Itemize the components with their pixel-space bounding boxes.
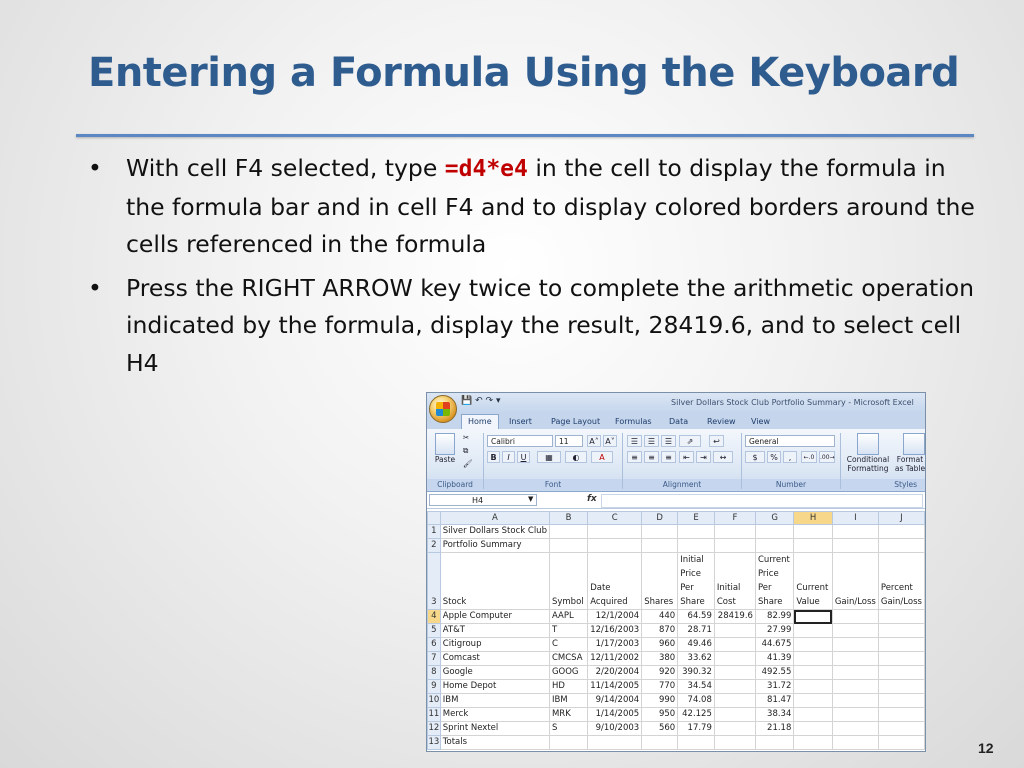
select-all-corner[interactable] <box>428 512 441 525</box>
cell[interactable]: 34.54 <box>678 680 715 694</box>
cell[interactable]: 64.59 <box>678 610 715 624</box>
group-label-alignment: Alignment <box>623 479 741 490</box>
table-row <box>428 553 925 610</box>
cell[interactable] <box>832 666 878 680</box>
cell[interactable]: T <box>549 624 587 638</box>
cell[interactable] <box>794 638 832 652</box>
column-header[interactable]: C <box>588 512 642 525</box>
cell[interactable] <box>794 694 832 708</box>
page-number: 12 <box>978 740 994 756</box>
tab-insert[interactable]: Insert <box>509 417 532 426</box>
cell[interactable]: HD <box>549 680 587 694</box>
tab-formulas[interactable]: Formulas <box>615 417 652 426</box>
cell[interactable]: 380 <box>642 652 678 666</box>
customize-qat-icon[interactable]: ▾ <box>495 396 501 406</box>
cell[interactable] <box>678 736 715 750</box>
title-divider <box>76 134 974 137</box>
slide-title: Entering a Formula Using the Keyboard <box>88 50 960 96</box>
table-row <box>428 666 925 680</box>
cell[interactable] <box>878 624 924 638</box>
cell[interactable] <box>642 525 678 539</box>
align-right-icon[interactable]: ≡ <box>661 451 676 463</box>
row-header[interactable]: 11 <box>428 708 441 722</box>
cell[interactable] <box>794 539 832 553</box>
row-header[interactable]: 2 <box>428 539 441 553</box>
cell[interactable]: Home Depot <box>440 680 549 694</box>
tab-data[interactable]: Data <box>669 417 689 426</box>
font-name-box[interactable]: Calibri <box>487 435 553 447</box>
align-middle-icon[interactable]: ☰ <box>644 435 659 447</box>
align-left-icon[interactable]: ≡ <box>627 451 642 463</box>
cell[interactable] <box>878 722 924 736</box>
window-title: Silver Dollars Stock Club Portfolio Summary - Microsoft Excel <box>671 398 914 407</box>
name-box[interactable]: H4 <box>429 494 537 506</box>
cell[interactable] <box>714 666 755 680</box>
underline-button[interactable]: U <box>517 451 530 463</box>
column-header[interactable]: B <box>549 512 587 525</box>
group-label-styles: Styles <box>841 479 925 490</box>
cell[interactable] <box>755 736 793 750</box>
cell[interactable]: IBM <box>549 694 587 708</box>
align-top-icon[interactable]: ☰ <box>627 435 642 447</box>
cell[interactable] <box>878 652 924 666</box>
column-header[interactable]: D <box>642 512 678 525</box>
bullet-list <box>88 150 976 388</box>
row-header[interactable]: 4 <box>428 610 441 624</box>
row-header[interactable]: 10 <box>428 694 441 708</box>
quick-access-toolbar[interactable] <box>461 396 500 406</box>
cell[interactable]: Shares <box>642 553 678 610</box>
cell[interactable] <box>714 624 755 638</box>
column-header[interactable]: F <box>714 512 755 525</box>
cell[interactable] <box>588 736 642 750</box>
cell[interactable] <box>755 525 793 539</box>
cell[interactable]: 82.99 <box>755 610 793 624</box>
cell[interactable]: Totals <box>440 736 549 750</box>
group-label-number: Number <box>742 479 840 490</box>
number-format-box[interactable]: General <box>745 435 835 447</box>
cell[interactable] <box>714 736 755 750</box>
cell[interactable]: 12/16/2003 <box>588 624 642 638</box>
worksheet-grid <box>427 511 925 750</box>
cell[interactable] <box>878 736 924 750</box>
cell[interactable]: 74.08 <box>678 694 715 708</box>
group-label-font: Font <box>484 479 622 490</box>
cell[interactable] <box>714 694 755 708</box>
cell[interactable] <box>832 610 878 624</box>
column-header[interactable]: G <box>755 512 793 525</box>
format-as-table-label[interactable]: Format as Table <box>894 455 926 473</box>
formula-code: =d4*e4 <box>444 156 528 182</box>
cell[interactable]: Percent Gain/Loss <box>878 553 924 610</box>
office-button[interactable] <box>429 395 457 423</box>
cell[interactable] <box>794 610 832 624</box>
cell[interactable] <box>832 694 878 708</box>
table-row <box>428 708 925 722</box>
cell[interactable]: Citigroup <box>440 638 549 652</box>
cell[interactable] <box>794 666 832 680</box>
bullet-item <box>88 150 976 264</box>
increase-decimal-icon[interactable]: ←.0 <box>801 451 817 463</box>
row-header[interactable]: 12 <box>428 722 441 736</box>
tab-review[interactable]: Review <box>707 417 736 426</box>
cell[interactable] <box>642 736 678 750</box>
align-center-icon[interactable]: ≡ <box>644 451 659 463</box>
row-header[interactable]: 6 <box>428 638 441 652</box>
align-bottom-icon[interactable]: ☰ <box>661 435 676 447</box>
cell[interactable] <box>878 680 924 694</box>
cell[interactable]: Initial Price Per Share <box>678 553 715 610</box>
table-row <box>428 539 925 553</box>
cell[interactable]: 12/1/2004 <box>588 610 642 624</box>
cell[interactable]: Current Value <box>794 553 832 610</box>
bullet-item <box>88 270 976 383</box>
cell[interactable] <box>714 722 755 736</box>
bold-button[interactable]: B <box>487 451 500 463</box>
cell[interactable]: Apple Computer <box>440 610 549 624</box>
cell[interactable] <box>832 638 878 652</box>
cell[interactable]: 81.47 <box>755 694 793 708</box>
excel-title-bar <box>427 393 925 413</box>
row-header[interactable]: 8 <box>428 666 441 680</box>
cell[interactable]: 49.46 <box>678 638 715 652</box>
cell[interactable] <box>794 722 832 736</box>
cell[interactable]: S <box>549 722 587 736</box>
cell[interactable]: 28.71 <box>678 624 715 638</box>
cell[interactable] <box>794 680 832 694</box>
wrap-text-icon[interactable]: ↩ <box>709 435 724 447</box>
conditional-formatting-label[interactable]: Conditional Formatting <box>846 455 890 473</box>
table-row <box>428 736 925 750</box>
cell[interactable] <box>794 736 832 750</box>
cell[interactable]: 17.79 <box>678 722 715 736</box>
paste-label[interactable]: Paste <box>434 455 456 464</box>
merge-center-icon[interactable]: ↔ <box>713 451 733 463</box>
cell[interactable]: 440 <box>642 610 678 624</box>
row-header[interactable]: 5 <box>428 624 441 638</box>
cell[interactable] <box>878 708 924 722</box>
cell[interactable]: Symbol <box>549 553 587 610</box>
cell[interactable]: Merck <box>440 708 549 722</box>
column-header[interactable]: H <box>794 512 832 525</box>
decrease-indent-icon[interactable]: ⇤ <box>679 451 694 463</box>
cell[interactable]: Date Acquired <box>588 553 642 610</box>
cell[interactable] <box>714 652 755 666</box>
cell[interactable]: 960 <box>642 638 678 652</box>
row-header[interactable]: 13 <box>428 736 441 750</box>
cell[interactable]: 950 <box>642 708 678 722</box>
cell[interactable] <box>832 624 878 638</box>
cell[interactable] <box>878 525 924 539</box>
row-header[interactable]: 1 <box>428 525 441 539</box>
office-logo-icon <box>436 402 450 416</box>
cell[interactable] <box>549 539 587 553</box>
currency-button[interactable]: $ <box>745 451 765 463</box>
cell[interactable]: 38.34 <box>755 708 793 722</box>
bullet-text-after: in the cell to display the formula in the formula bar and in cell F4 and to display colored borders around the cells referenced in the formula <box>126 154 975 258</box>
row-header[interactable]: 3 <box>428 553 441 610</box>
cell[interactable]: Silver Dollars Stock Club <box>440 525 549 539</box>
cell[interactable]: 1/17/2003 <box>588 638 642 652</box>
borders-icon[interactable]: ▦ <box>537 451 561 463</box>
cell[interactable]: 21.18 <box>755 722 793 736</box>
cell[interactable]: IBM <box>440 694 549 708</box>
column-header-row <box>428 512 925 525</box>
cell[interactable]: 9/14/2004 <box>588 694 642 708</box>
cell[interactable] <box>714 525 755 539</box>
cut-icon[interactable]: ✂ <box>463 433 470 442</box>
ribbon-tabs <box>427 413 925 429</box>
cell[interactable]: 990 <box>642 694 678 708</box>
font-color-icon[interactable]: A <box>591 451 613 463</box>
table-row <box>428 694 925 708</box>
cell[interactable]: Gain/Loss <box>832 553 878 610</box>
excel-window <box>426 392 926 752</box>
fill-color-icon[interactable]: ◐ <box>565 451 587 463</box>
cell[interactable]: 770 <box>642 680 678 694</box>
group-label-clipboard: Clipboard <box>427 479 483 490</box>
fx-icon[interactable]: fx <box>587 494 597 504</box>
cell[interactable]: Google <box>440 666 549 680</box>
cell[interactable]: 12/11/2002 <box>588 652 642 666</box>
cell[interactable] <box>832 680 878 694</box>
ribbon <box>427 429 925 492</box>
cell[interactable] <box>642 539 678 553</box>
cell[interactable] <box>794 624 832 638</box>
cell[interactable]: Stock <box>440 553 549 610</box>
orientation-icon[interactable]: ⇗ <box>679 435 701 447</box>
cell[interactable] <box>678 525 715 539</box>
row-header[interactable]: 9 <box>428 680 441 694</box>
table-row <box>428 722 925 736</box>
bullet-glyph: • <box>88 154 102 182</box>
cell[interactable] <box>549 525 587 539</box>
cell[interactable] <box>832 736 878 750</box>
cell[interactable] <box>832 652 878 666</box>
table-row <box>428 525 925 539</box>
tab-page-layout[interactable]: Page Layout <box>551 417 601 426</box>
conditional-formatting-icon[interactable] <box>857 433 879 455</box>
decrease-decimal-icon[interactable]: .00→ <box>819 451 835 463</box>
cell[interactable]: 920 <box>642 666 678 680</box>
cell[interactable]: 560 <box>642 722 678 736</box>
cell[interactable]: 390.32 <box>678 666 715 680</box>
cell[interactable] <box>832 539 878 553</box>
cell[interactable]: 9/10/2003 <box>588 722 642 736</box>
save-icon[interactable]: 💾 <box>461 396 473 406</box>
cell[interactable]: 28419.6 <box>714 610 755 624</box>
tab-home[interactable]: Home <box>461 414 499 429</box>
column-header[interactable]: J <box>878 512 924 525</box>
cell[interactable] <box>714 539 755 553</box>
copy-icon[interactable]: ⧉ <box>463 446 469 455</box>
cell[interactable]: CMCSA <box>549 652 587 666</box>
table-row <box>428 624 925 638</box>
cell[interactable] <box>832 708 878 722</box>
format-painter-icon[interactable]: 🖌 <box>463 459 473 468</box>
cell[interactable]: 44.675 <box>755 638 793 652</box>
shrink-font-icon[interactable]: A˅ <box>603 435 617 447</box>
cell[interactable] <box>588 525 642 539</box>
format-as-table-icon[interactable] <box>903 433 925 455</box>
cell[interactable]: GOOG <box>549 666 587 680</box>
bullet-glyph: • <box>88 273 102 302</box>
cell[interactable] <box>714 680 755 694</box>
cell[interactable]: AAPL <box>549 610 587 624</box>
table-row <box>428 610 925 624</box>
cell[interactable] <box>794 652 832 666</box>
italic-button[interactable]: I <box>502 451 515 463</box>
cell[interactable]: Current Price Per Share <box>755 553 793 610</box>
cell[interactable]: Initial Cost <box>714 553 755 610</box>
cell[interactable]: 33.62 <box>678 652 715 666</box>
formula-input[interactable] <box>601 494 923 508</box>
cell[interactable]: Sprint Nextel <box>440 722 549 736</box>
grow-font-icon[interactable]: A˄ <box>587 435 601 447</box>
cell[interactable] <box>678 539 715 553</box>
redo-icon[interactable]: ↷ <box>485 396 494 406</box>
cell[interactable] <box>832 722 878 736</box>
column-header[interactable]: A <box>440 512 549 525</box>
cell[interactable] <box>878 610 924 624</box>
cell[interactable] <box>794 525 832 539</box>
tab-view[interactable]: View <box>751 417 770 426</box>
undo-icon[interactable]: ↶ <box>475 396 483 406</box>
cell[interactable]: Portfolio Summary <box>440 539 549 553</box>
cell[interactable] <box>549 736 587 750</box>
paste-icon[interactable] <box>435 433 455 455</box>
column-header[interactable]: E <box>678 512 715 525</box>
comma-button[interactable]: , <box>783 451 797 463</box>
cell[interactable] <box>878 694 924 708</box>
cell[interactable] <box>714 708 755 722</box>
cell[interactable] <box>794 708 832 722</box>
bullet-text: Press the RIGHT ARROW key twice to complete the arithmetic operation indicated by the formula, display the result, 28419.6, and to select cell H4 <box>126 273 975 377</box>
cell[interactable]: AT&T <box>440 624 549 638</box>
name-box-dropdown-icon[interactable]: ▼ <box>528 495 534 503</box>
percent-button[interactable]: % <box>767 451 781 463</box>
cell[interactable]: 870 <box>642 624 678 638</box>
cell[interactable]: MRK <box>549 708 587 722</box>
cell[interactable] <box>832 525 878 539</box>
cell[interactable]: 27.99 <box>755 624 793 638</box>
cell[interactable] <box>714 638 755 652</box>
cell[interactable] <box>878 539 924 553</box>
bullet-text-before: With cell F4 selected, type <box>126 154 445 182</box>
cell[interactable] <box>588 539 642 553</box>
cell[interactable]: 41.39 <box>755 652 793 666</box>
cell[interactable]: Comcast <box>440 652 549 666</box>
row-header[interactable]: 7 <box>428 652 441 666</box>
table-row <box>428 680 925 694</box>
cell[interactable] <box>878 638 924 652</box>
cell[interactable]: 31.72 <box>755 680 793 694</box>
cell[interactable]: 2/20/2004 <box>588 666 642 680</box>
table-row <box>428 638 925 652</box>
cell[interactable]: C <box>549 638 587 652</box>
cell[interactable]: 42.125 <box>678 708 715 722</box>
table-row <box>428 652 925 666</box>
cell[interactable] <box>755 539 793 553</box>
formula-bar <box>427 492 925 509</box>
cell[interactable]: 1/14/2005 <box>588 708 642 722</box>
cell[interactable]: 11/14/2005 <box>588 680 642 694</box>
increase-indent-icon[interactable]: ⇥ <box>696 451 711 463</box>
column-header[interactable]: I <box>832 512 878 525</box>
cell[interactable] <box>878 666 924 680</box>
font-size-box[interactable]: 11 <box>555 435 583 447</box>
cell[interactable]: 492.55 <box>755 666 793 680</box>
